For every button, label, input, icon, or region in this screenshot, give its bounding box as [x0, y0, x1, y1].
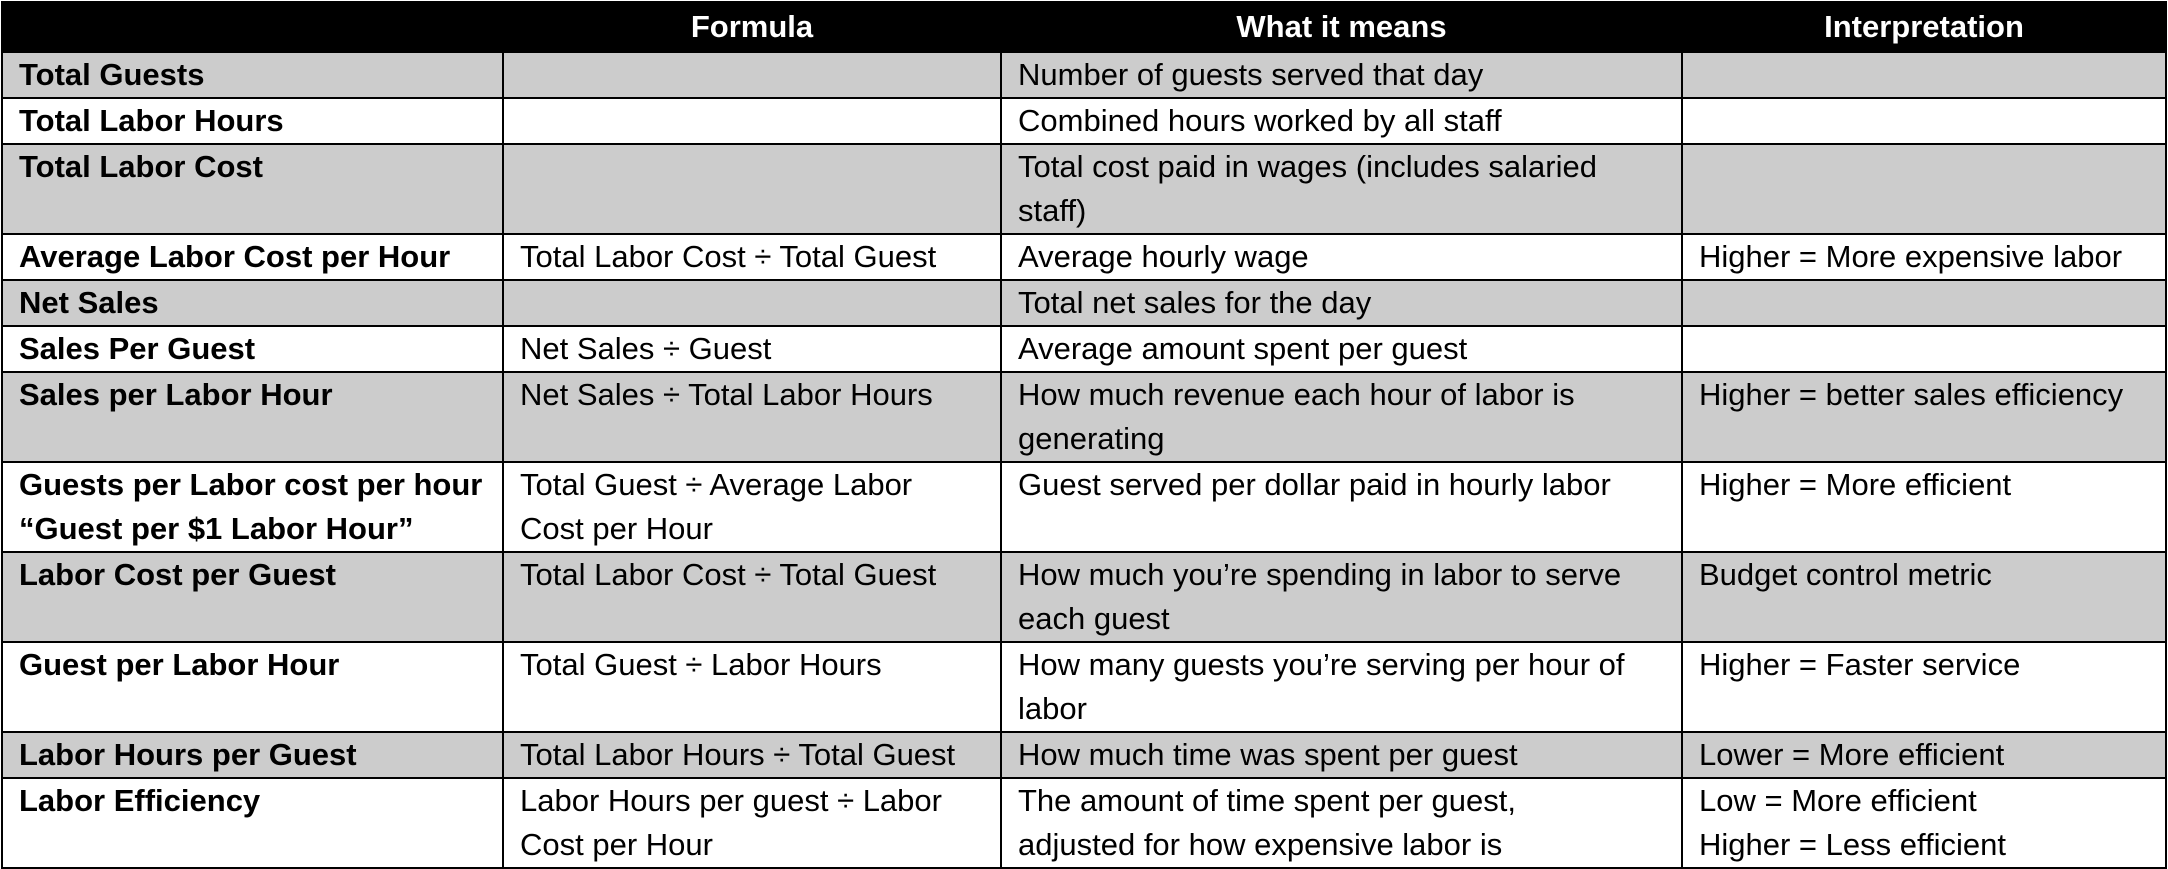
- meaning-cell-text: Average amount spent per guest: [1018, 331, 1468, 366]
- metric-cell-text: Net Sales: [19, 285, 159, 320]
- metric-cell: [2, 732, 503, 778]
- interpretation-cell: [1682, 144, 2166, 234]
- metric-cell: [2, 552, 503, 642]
- metric-cell-text: Total Labor Hours: [19, 103, 284, 138]
- metric-cell: [2, 98, 503, 144]
- table-body: [2, 52, 2166, 868]
- metric-cell: [2, 52, 503, 98]
- interpretation-cell-text: Higher = Less efficient: [1699, 827, 2007, 862]
- metric-cell: [2, 462, 503, 552]
- meaning-cell-text: Guest served per dollar paid in hourly labor: [1018, 467, 1611, 502]
- interpretation-cell: [1682, 552, 2166, 642]
- formula-cell: [503, 234, 1001, 280]
- table-row: [2, 234, 2166, 280]
- metric-cell-text: Labor Efficiency: [19, 783, 261, 818]
- meaning-cell-text: The amount of time spent per guest,: [1018, 783, 1516, 818]
- meaning-cell: [1001, 98, 1682, 144]
- formula-cell: [503, 778, 1001, 868]
- formula-cell-text: Net Sales ÷ Guest: [520, 331, 772, 366]
- interpretation-cell-text: Lower = More efficient: [1699, 737, 2005, 772]
- formula-cell: [503, 372, 1001, 462]
- formula-cell-text: Total Labor Cost ÷ Total Guest: [520, 557, 937, 592]
- formula-cell-text: Cost per Hour: [520, 511, 713, 546]
- metric-cell-text: Labor Cost per Guest: [19, 557, 336, 592]
- meaning-cell-text: generating: [1018, 421, 1165, 456]
- interpretation-cell-text: Higher = More expensive labor: [1699, 239, 2123, 274]
- meaning-cell: [1001, 462, 1682, 552]
- metric-cell-text: Sales Per Guest: [19, 331, 256, 366]
- table-row: [2, 144, 2166, 234]
- interpretation-cell-text: Budget control metric: [1699, 557, 1992, 592]
- table-row: [2, 280, 2166, 326]
- table-header-row: [2, 2, 2166, 52]
- formula-cell: [503, 144, 1001, 234]
- interpretation-cell: [1682, 52, 2166, 98]
- meaning-cell: [1001, 372, 1682, 462]
- table-row: [2, 52, 2166, 98]
- interpretation-cell: [1682, 732, 2166, 778]
- meaning-cell-text: How much time was spent per guest: [1018, 737, 1518, 772]
- interpretation-cell: [1682, 462, 2166, 552]
- table-row: [2, 326, 2166, 372]
- meaning-cell-text: labor: [1018, 691, 1087, 726]
- meaning-cell-text: Average hourly wage: [1018, 239, 1309, 274]
- table-row: [2, 98, 2166, 144]
- meaning-cell-text: How much you’re spending in labor to serve: [1018, 557, 1622, 592]
- metric-cell-text: Average Labor Cost per Hour: [19, 239, 451, 274]
- table-row: [2, 732, 2166, 778]
- interpretation-cell: [1682, 326, 2166, 372]
- formula-cell-text: Labor Hours per guest ÷ Labor: [520, 783, 942, 818]
- interpretation-cell: [1682, 372, 2166, 462]
- metric-cell-text: Guest per Labor Hour: [19, 647, 340, 682]
- metric-cell: [2, 280, 503, 326]
- formula-cell: [503, 642, 1001, 732]
- meaning-cell-text: Total net sales for the day: [1018, 285, 1372, 320]
- interpretation-cell: [1682, 98, 2166, 144]
- meaning-cell-text: Combined hours worked by all staff: [1018, 103, 1502, 138]
- meaning-cell-text: staff): [1018, 193, 1087, 228]
- formula-cell: [503, 462, 1001, 552]
- table-row: [2, 778, 2166, 868]
- meaning-cell-text: adjusted for how expensive labor is: [1018, 827, 1503, 862]
- column-header-formula: Formula: [503, 2, 1001, 52]
- metric-cell: [2, 144, 503, 234]
- interpretation-cell: [1682, 234, 2166, 280]
- table-row: [2, 642, 2166, 732]
- table-row: [2, 372, 2166, 462]
- metric-cell-text: Sales per Labor Hour: [19, 377, 333, 412]
- metric-cell-text: Guests per Labor cost per hour: [19, 467, 483, 502]
- metric-cell-text: Total Labor Cost: [19, 149, 263, 184]
- formula-cell: [503, 326, 1001, 372]
- column-header-metric: [2, 2, 503, 52]
- metric-cell: [2, 642, 503, 732]
- meaning-cell-text: How much revenue each hour of labor is: [1018, 377, 1575, 412]
- meaning-cell: [1001, 280, 1682, 326]
- meaning-cell-text: Number of guests served that day: [1018, 57, 1484, 92]
- metric-cell-text: Total Guests: [19, 57, 205, 92]
- metric-cell: [2, 778, 503, 868]
- meaning-cell: [1001, 778, 1682, 868]
- formula-cell: [503, 52, 1001, 98]
- interpretation-cell-text: Low = More efficient: [1699, 783, 1977, 818]
- metric-cell: [2, 372, 503, 462]
- interpretation-cell-text: Higher = More efficient: [1699, 467, 2012, 502]
- interpretation-cell-text: Higher = better sales efficiency: [1699, 377, 2124, 412]
- column-header-meaning: What it means: [1001, 2, 1682, 52]
- formula-cell-text: Total Guest ÷ Labor Hours: [520, 647, 882, 682]
- formula-cell-text: Total Guest ÷ Average Labor: [520, 467, 913, 502]
- column-header-interpretation: Interpretation: [1682, 2, 2166, 52]
- metric-cell: [2, 234, 503, 280]
- meaning-cell: [1001, 52, 1682, 98]
- interpretation-cell: [1682, 280, 2166, 326]
- meaning-cell: [1001, 326, 1682, 372]
- formula-cell: [503, 280, 1001, 326]
- formula-cell-text: Cost per Hour: [520, 827, 713, 862]
- interpretation-cell: [1682, 642, 2166, 732]
- meaning-cell: [1001, 552, 1682, 642]
- formula-cell: [503, 98, 1001, 144]
- metric-cell-text: “Guest per $1 Labor Hour”: [19, 511, 414, 546]
- formula-cell: [503, 732, 1001, 778]
- labor-metrics-table: [1, 1, 2167, 869]
- meaning-cell: [1001, 144, 1682, 234]
- meaning-cell-text: How many guests you’re serving per hour of: [1018, 647, 1625, 682]
- table-row: [2, 552, 2166, 642]
- meaning-cell: [1001, 732, 1682, 778]
- metric-cell-text: Labor Hours per Guest: [19, 737, 357, 772]
- meaning-cell: [1001, 234, 1682, 280]
- meaning-cell-text: Total cost paid in wages (includes salaried: [1018, 149, 1597, 184]
- meaning-cell: [1001, 642, 1682, 732]
- interpretation-cell-text: Higher = Faster service: [1699, 647, 2021, 682]
- interpretation-cell: [1682, 778, 2166, 868]
- formula-cell-text: Net Sales ÷ Total Labor Hours: [520, 377, 933, 412]
- formula-cell-text: Total Labor Hours ÷ Total Guest: [520, 737, 956, 772]
- metric-cell: [2, 326, 503, 372]
- table-row: [2, 462, 2166, 552]
- meaning-cell-text: each guest: [1018, 601, 1170, 636]
- formula-cell-text: Total Labor Cost ÷ Total Guest: [520, 239, 937, 274]
- formula-cell: [503, 552, 1001, 642]
